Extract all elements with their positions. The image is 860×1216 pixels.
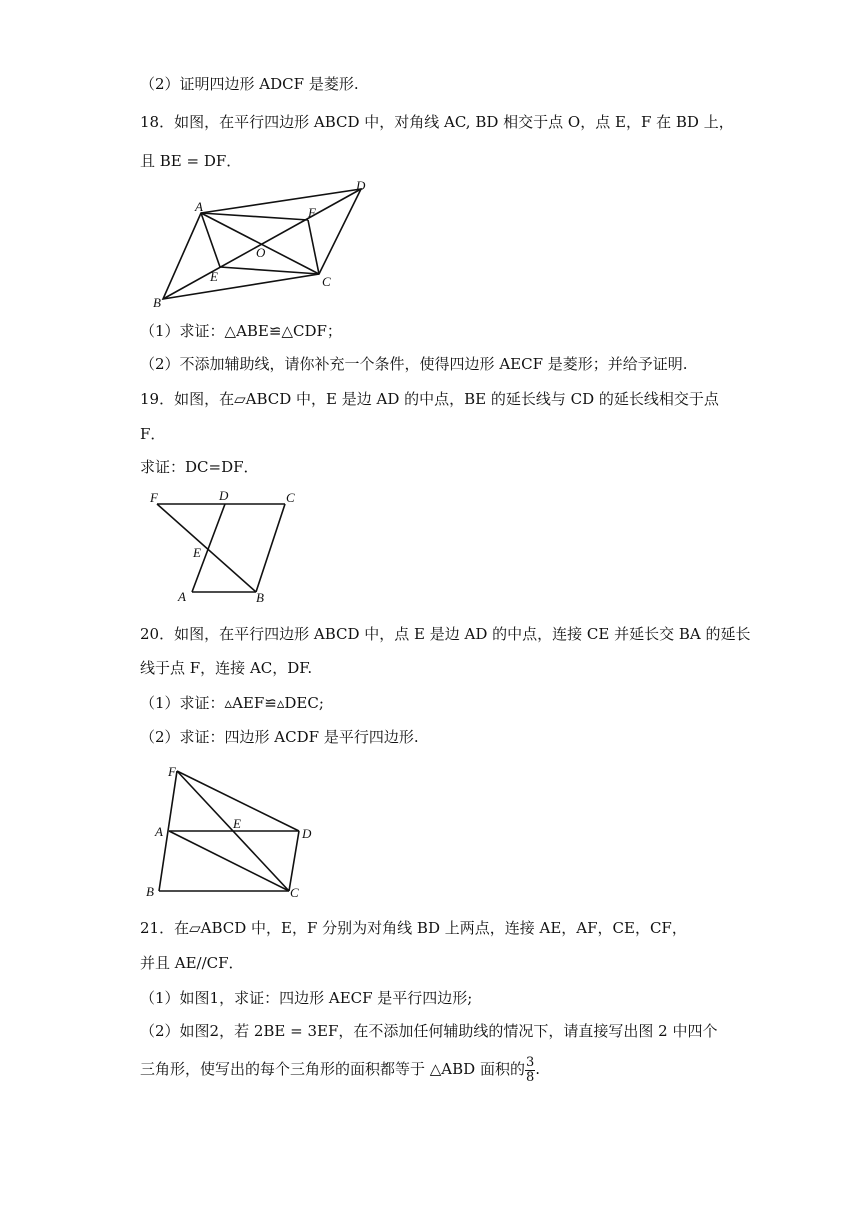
q20-label-f: F: [168, 764, 176, 779]
q18-part1: （1）求证：△ABE≌△CDF；: [140, 322, 342, 340]
q18-label-c: C: [322, 274, 331, 289]
q20-label-d: D: [302, 826, 312, 841]
q21-fraction-denominator: 8: [525, 1069, 535, 1085]
q21-part3-end: .: [535, 1060, 541, 1078]
q21-stem-line1: 21．在▱ABCD 中，E，F 分别为对角线 BD 上两点，连接 AE，AF，CE，CF，: [140, 919, 687, 937]
q19-label-a: A: [178, 589, 186, 604]
q19-label-e: E: [193, 545, 201, 560]
q19-label-b: B: [256, 590, 264, 605]
q20-label-b: B: [146, 884, 154, 898]
q18-label-o: O: [256, 245, 266, 260]
q17-part2: （2）证明四边形 ADCF 是菱形.: [140, 75, 359, 93]
q21-part2: （2）如图2，若 2BE = 3EF，在不添加任何辅助线的情况下，请直接写出图 2 中四个: [140, 1022, 718, 1040]
q21-fraction-numerator: 3: [525, 1054, 535, 1070]
q19-stem-line2: F．: [140, 425, 166, 443]
q18-stem-line1: 18．如图，在平行四边形 ABCD 中，对角线 AC, BD 相交于点 O，点 E，F 在 BD 上，: [140, 113, 734, 131]
q19-label-f: F: [150, 490, 158, 505]
q18-label-f: F: [308, 205, 316, 220]
q19-proof: 求证：DC=DF．: [140, 458, 259, 476]
q20-figure: [142, 760, 322, 898]
q19-stem-line1: 19．如图，在▱ABCD 中，E 是边 AD 的中点，BE 的延长线与 CD 的延长线相交于点: [140, 390, 719, 408]
q20-stem-line1: 20．如图，在平行四边形 ABCD 中，点 E 是边 AD 的中点，连接 CE 并延长交 BA 的延长: [140, 625, 751, 643]
q19-label-c: C: [286, 490, 295, 505]
q20-part1: （1）求证：▵AEF≌▵DEC;: [140, 694, 324, 712]
q20-label-c: C: [290, 885, 299, 898]
q20-label-a: A: [155, 824, 163, 839]
q19-figure: [145, 486, 310, 608]
q18-label-a: A: [195, 199, 203, 214]
q18-part2: （2）不添加辅助线，请你补充一个条件，使得四边形 AECF 是菱形；并给予证明.: [140, 355, 688, 373]
q18-label-b: B: [153, 295, 161, 310]
q21-part1: （1）如图1，求证：四边形 AECF 是平行四边形;: [140, 989, 473, 1007]
q18-stem-line2: 且 BE = DF．: [140, 152, 242, 170]
q21-part3-text: 三角形，使写出的每个三角形的面积都等于 △ABD 面积的: [140, 1060, 525, 1078]
q21-fraction: [525, 1056, 535, 1085]
q20-part2: （2）求证：四边形 ACDF 是平行四边形.: [140, 728, 419, 746]
q20-stem-line2: 线于点 F，连接 AC，DF.: [140, 659, 313, 677]
q21-part3: [140, 1052, 540, 1086]
q18-label-d: D: [356, 178, 366, 193]
q18-label-e: E: [210, 269, 218, 284]
q19-label-d: D: [219, 488, 229, 503]
q18-figure: [145, 176, 375, 311]
q21-stem-line2: 并且 AE//CF．: [140, 954, 244, 972]
q20-label-e: E: [233, 816, 241, 831]
